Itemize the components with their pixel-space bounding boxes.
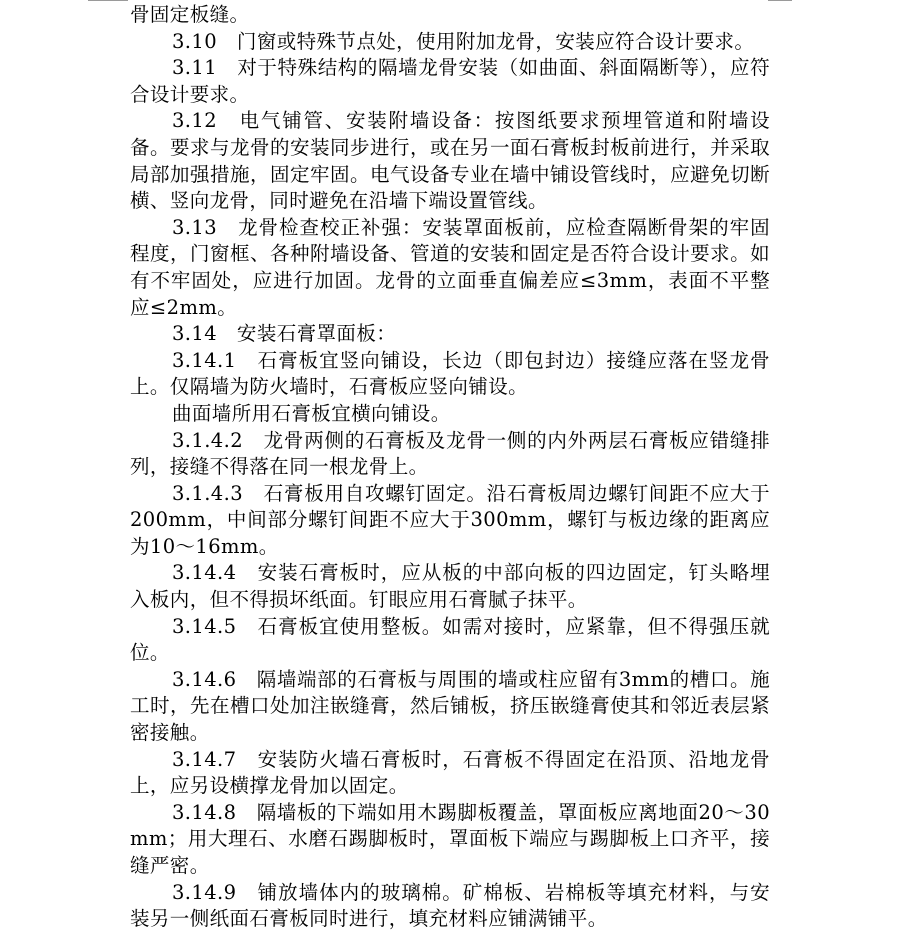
paragraph-3-13: 3.13 龙骨检查校正补强：安装罩面板前，应检查隔断骨架的牢固程度，门窗框、各种附墙设备、管道的安装和固定是否符合设计要求。如有不牢固处，应进行加固。龙骨的立面垂直偏差应≤3mm，表面不平整应≤2mm。	[130, 215, 770, 319]
page-corner-mark-left	[88, 0, 128, 1]
paragraph-3-14-4: 3.14.4 安装石膏板时，应从板的中部向板的四边固定，钉头略埋入板内，但不得损坏纸面。钉眼应用石膏腻子抹平。	[130, 561, 770, 612]
paragraph-3-14-9: 3.14.9 铺放墙体内的玻璃棉。矿棉板、岩棉板等填充材料，与安装另一侧纸面石膏板同时进行，填充材料应铺满铺平。	[130, 880, 770, 931]
paragraph-3-11: 3.11 对于特殊结构的隔墙龙骨安装（如曲面、斜面隔断等），应符合设计要求。	[130, 56, 770, 106]
paragraph-3-10: 3.10 门窗或特殊节点处，使用附加龙骨，安装应符合设计要求。	[172, 29, 755, 53]
paragraph-continuation: 骨固定板缝。	[130, 3, 250, 26]
paragraph-3-14-7: 3.14.7 安装防火墙石膏板时，石膏板不得固定在沿顶、沿地龙骨上，应另设横撑龙骨加以固定。	[130, 747, 770, 798]
paragraph-3-14-1: 3.14.1 石膏板宜竖向铺设，长边（即包封边）接缝应落在竖龙骨上。仅隔墙为防火墙时，石膏板应竖向铺设。	[130, 348, 770, 399]
paragraph-3-1-4-2: 3.1.4.2 龙骨两侧的石膏板及龙骨一侧的内外两层石膏板应错缝排列，接缝不得落在同一根龙骨上。	[130, 428, 770, 479]
document-body	[130, 2, 770, 933]
paragraph-3-14-8: 3.14.8 隔墙板的下端如用木踢脚板覆盖，罩面板应离地面20～30mm；用大理石、水磨石踢脚板时，罩面板下端应与踢脚板上口齐平，接缝严密。	[130, 800, 770, 877]
paragraph-3-12: 3.12 电气铺管、安装附墙设备：按图纸要求预埋管道和附墙设备。要求与龙骨的安装同步进行，或在另一面石膏板封板前进行，并采取局部加强措施，固定牢固。电气设备专业在墙中铺设管线时，应避免切断横、竖向龙骨，同时避免在沿墙下端设置管线。	[130, 109, 770, 213]
page-corner-mark-right	[768, 0, 792, 1]
paragraph-3-14: 3.14 安装石膏罩面板：	[172, 322, 397, 346]
paragraph-3-14-6: 3.14.6 隔墙端部的石膏板与周围的墙或柱应留有3mm的槽口。施工时，先在槽口处加注嵌缝膏，然后铺板，挤压嵌缝膏使其和邻近表层紧密接触。	[130, 667, 770, 745]
paragraph-3-1-4-3: 3.1.4.3 石膏板用自攻螺钉固定。沿石膏板周边螺钉间距不应大于200mm，中间部分螺钉间距不应大于300mm，螺钉与板边缘的距离应为10～16mm。	[130, 481, 770, 558]
paragraph-curved-wall: 曲面墙所用石膏板宜横向铺设。	[172, 401, 451, 425]
paragraph-3-14-5: 3.14.5 石膏板宜使用整板。如需对接时，应紧靠，但不得强压就位。	[130, 614, 770, 665]
